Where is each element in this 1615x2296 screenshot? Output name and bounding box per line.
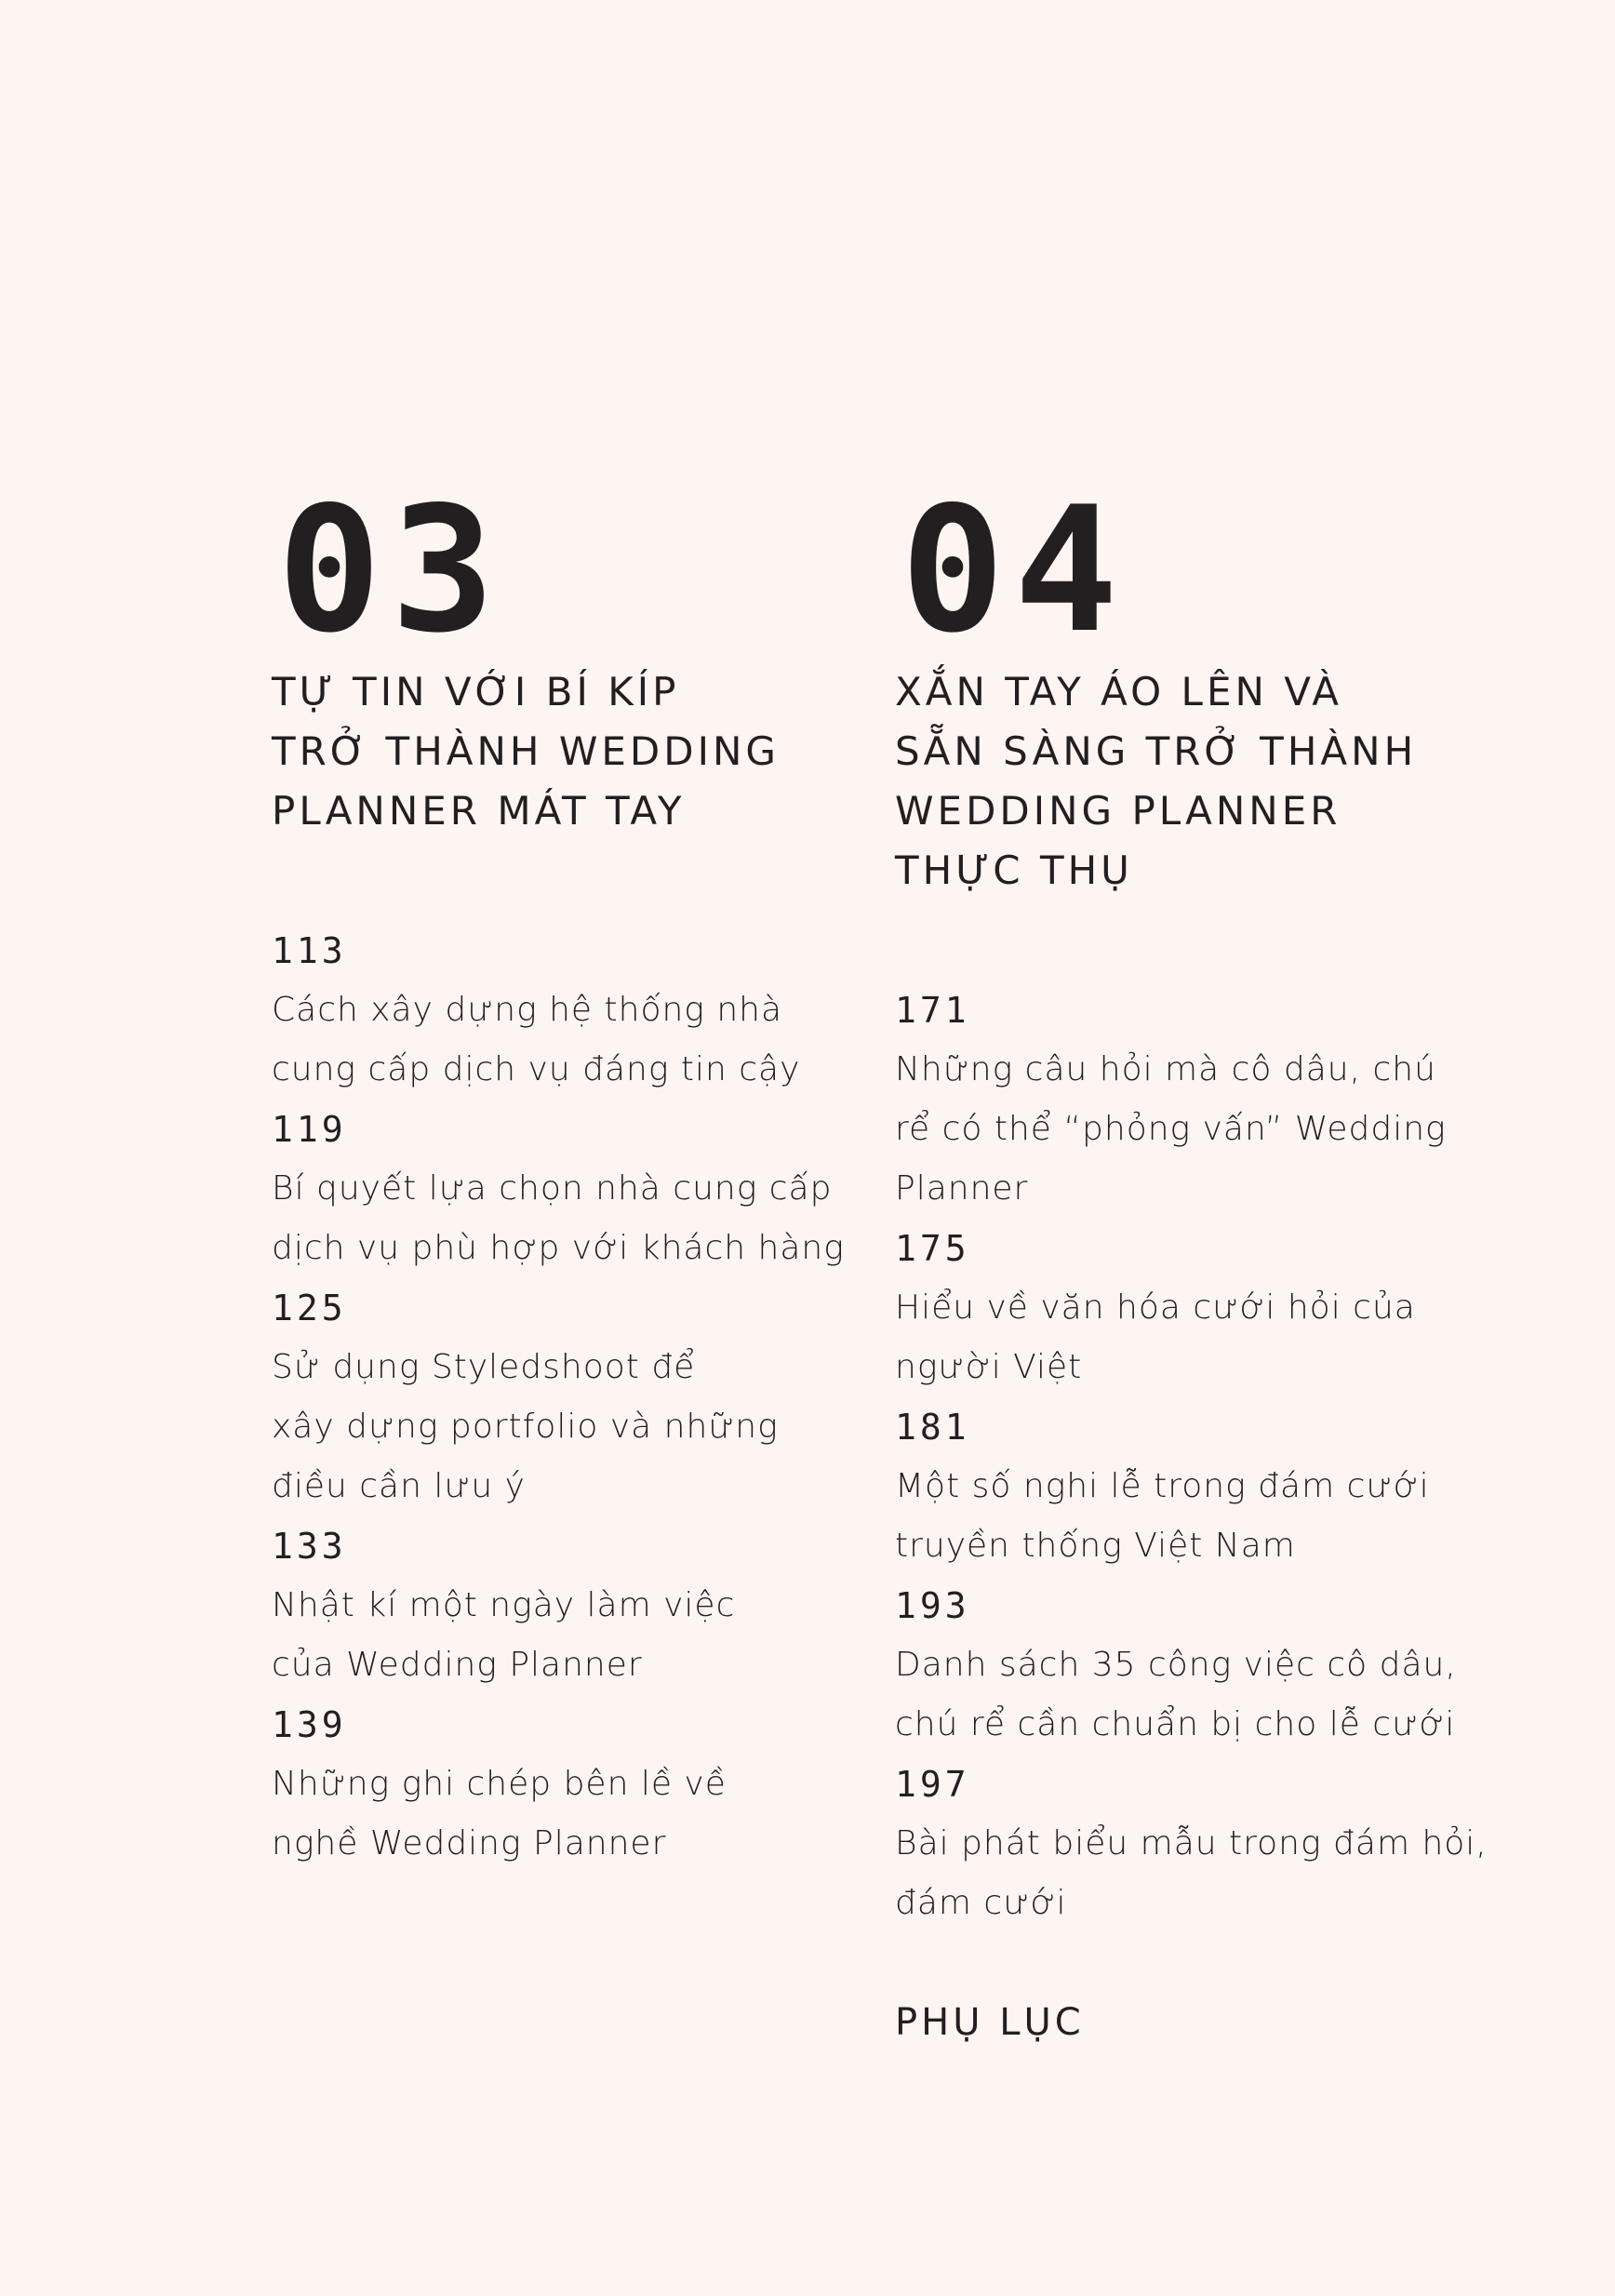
entry-title: Bí quyết lựa chọn nhà cung cấp dịch vụ phù hợp với khách hàng — [272, 1169, 845, 1267]
chapter-number: 03 — [277, 469, 504, 671]
toc-entry[interactable] — [272, 1695, 867, 1874]
toc-entry[interactable] — [272, 1278, 867, 1516]
toc-entry[interactable] — [272, 1516, 867, 1695]
toc-entry[interactable] — [895, 981, 1546, 1219]
toc-entry[interactable] — [272, 1100, 867, 1278]
toc-entry[interactable] — [895, 1219, 1546, 1397]
page-number: 197 — [895, 1764, 970, 1805]
entry-title: Một số nghi lễ trong đám cưới truyền thống Việt Nam — [895, 1467, 1430, 1565]
toc-entry[interactable] — [895, 1576, 1546, 1755]
toc-entry[interactable] — [895, 1397, 1546, 1576]
chapter-title: TỰ TIN VỚI BÍ KÍP TRỞ THÀNH WEDDING PLANNER MÁT TAY — [272, 669, 780, 834]
page-number: 139 — [272, 1704, 347, 1745]
chapter-title: XẮN TAY ÁO LÊN VÀ SẴN SÀNG TRỞ THÀNH WEDDING PLANNER THỰC THỤ — [895, 669, 1418, 893]
page-number: 171 — [895, 990, 970, 1031]
toc-list — [272, 921, 867, 1874]
page-number: 181 — [895, 1407, 970, 1448]
page-number: 175 — [895, 1228, 970, 1269]
entry-title: Sử dụng Styledshoot để xây dựng portfolio và những điều cần lưu ý — [272, 1348, 779, 1505]
entry-title: Bài phát biểu mẫu trong đám hỏi, đám cưới — [895, 1824, 1488, 1922]
toc-entry[interactable] — [272, 921, 867, 1100]
appendix-heading[interactable]: PHỤ LỤC — [895, 2001, 1085, 2044]
chapter-04-section — [895, 469, 1546, 2052]
toc-list — [895, 981, 1546, 1933]
entry-title: Hiểu về văn hóa cưới hỏi của người Việt — [895, 1288, 1416, 1386]
page-number: 125 — [272, 1288, 347, 1328]
entry-title: Nhật kí một ngày làm việc của Wedding Planner — [272, 1586, 736, 1684]
entry-title: Cách xây dựng hệ thống nhà cung cấp dịch vụ đáng tin cậy — [272, 991, 801, 1088]
page-number: 113 — [272, 930, 347, 971]
page-number: 133 — [272, 1526, 347, 1567]
entry-title: Những ghi chép bên lề về nghề Wedding Planner — [272, 1765, 727, 1862]
page-number: 193 — [895, 1585, 970, 1626]
toc-entry[interactable] — [895, 1755, 1546, 1933]
entry-title: Danh sách 35 công việc cô dâu, chú rể cần chuẩn bị cho lễ cưới — [895, 1646, 1457, 1743]
chapter-number: 04 — [901, 469, 1128, 671]
entry-title: Những câu hỏi mà cô dâu, chú rể có thể “phỏng vấn” Wedding Planner — [895, 1050, 1447, 1208]
chapter-03-section — [272, 469, 867, 1874]
page-number: 119 — [272, 1109, 347, 1150]
